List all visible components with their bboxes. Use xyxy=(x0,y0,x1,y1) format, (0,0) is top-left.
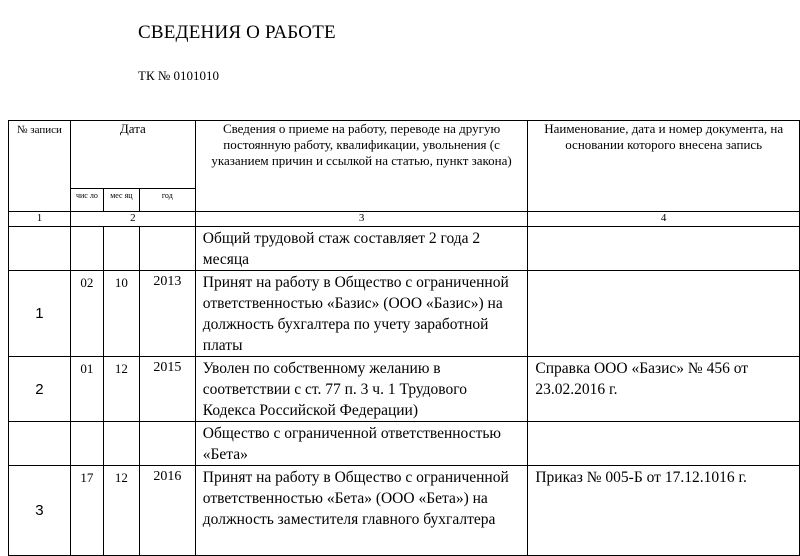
header-row xyxy=(9,121,800,189)
record-day: 17 xyxy=(70,466,103,556)
record-text: Общество с ограниченной ответственностью «Бета» xyxy=(195,422,528,466)
record-day xyxy=(70,422,103,466)
col-number: 4 xyxy=(528,212,800,227)
table-row xyxy=(9,271,800,357)
table-row xyxy=(9,357,800,422)
subheader-year: год xyxy=(139,189,195,212)
record-number: 3 xyxy=(9,466,71,556)
record-month: 12 xyxy=(103,357,139,422)
record-year: 2016 xyxy=(139,466,195,556)
record-year: 2013 xyxy=(139,271,195,357)
record-document xyxy=(528,422,800,466)
record-document xyxy=(528,227,800,271)
record-month xyxy=(103,227,139,271)
record-year xyxy=(139,422,195,466)
record-number: 1 xyxy=(9,271,71,357)
subheader-month: мес яц xyxy=(103,189,139,212)
col-header-date: Дата xyxy=(70,121,195,189)
table-row xyxy=(9,227,800,271)
record-number: 2 xyxy=(9,357,71,422)
col-header-info: Сведения о приеме на работу, переводе на другую постоянную работу, квалификации, увольнения (с указанием причин и ссылкой на статью, пункт закона) xyxy=(195,121,528,212)
record-day xyxy=(70,227,103,271)
subheader-day: чис ло xyxy=(70,189,103,212)
record-text: Уволен по собственному желанию в соответствии с ст. 77 п. 3 ч. 1 Трудового Кодекса Российской Федерации) xyxy=(195,357,528,422)
page-title: СВЕДЕНИЯ О РАБОТЕ xyxy=(138,22,336,43)
record-number xyxy=(9,422,71,466)
record-month xyxy=(103,422,139,466)
record-month: 12 xyxy=(103,466,139,556)
tk-number: ТК № 0101010 xyxy=(138,68,220,83)
col-number: 1 xyxy=(9,212,71,227)
record-year xyxy=(139,227,195,271)
col-number: 2 xyxy=(70,212,195,227)
record-month: 10 xyxy=(103,271,139,357)
record-day: 01 xyxy=(70,357,103,422)
record-text: Принят на работу в Общество с ограниченной ответственностью «Бета» (ООО «Бета») на должность заместителя главного бухгалтера xyxy=(195,466,528,556)
table-row xyxy=(9,422,800,466)
record-day: 02 xyxy=(70,271,103,357)
record-document: Приказ № 005-Б от 17.12.1016 г. xyxy=(528,466,800,556)
record-number xyxy=(9,227,71,271)
table-row xyxy=(9,466,800,556)
record-text: Принят на работу в Общество с ограниченной ответственностью «Базис» (ООО «Базис») на должность бухгалтера по учету заработной платы xyxy=(195,271,528,357)
record-document: Справка ООО «Базис» № 456 от 23.02.2016 г. xyxy=(528,357,800,422)
record-document xyxy=(528,271,800,357)
work-records-table xyxy=(8,120,800,556)
column-numbers-row xyxy=(9,212,800,227)
col-header-document: Наименование, дата и номер документа, на основании которого внесена запись xyxy=(528,121,800,212)
col-number: 3 xyxy=(195,212,528,227)
record-text: Общий трудовой стаж составляет 2 года 2 месяца xyxy=(195,227,528,271)
record-year: 2015 xyxy=(139,357,195,422)
col-header-record-no: № записи xyxy=(9,121,71,212)
